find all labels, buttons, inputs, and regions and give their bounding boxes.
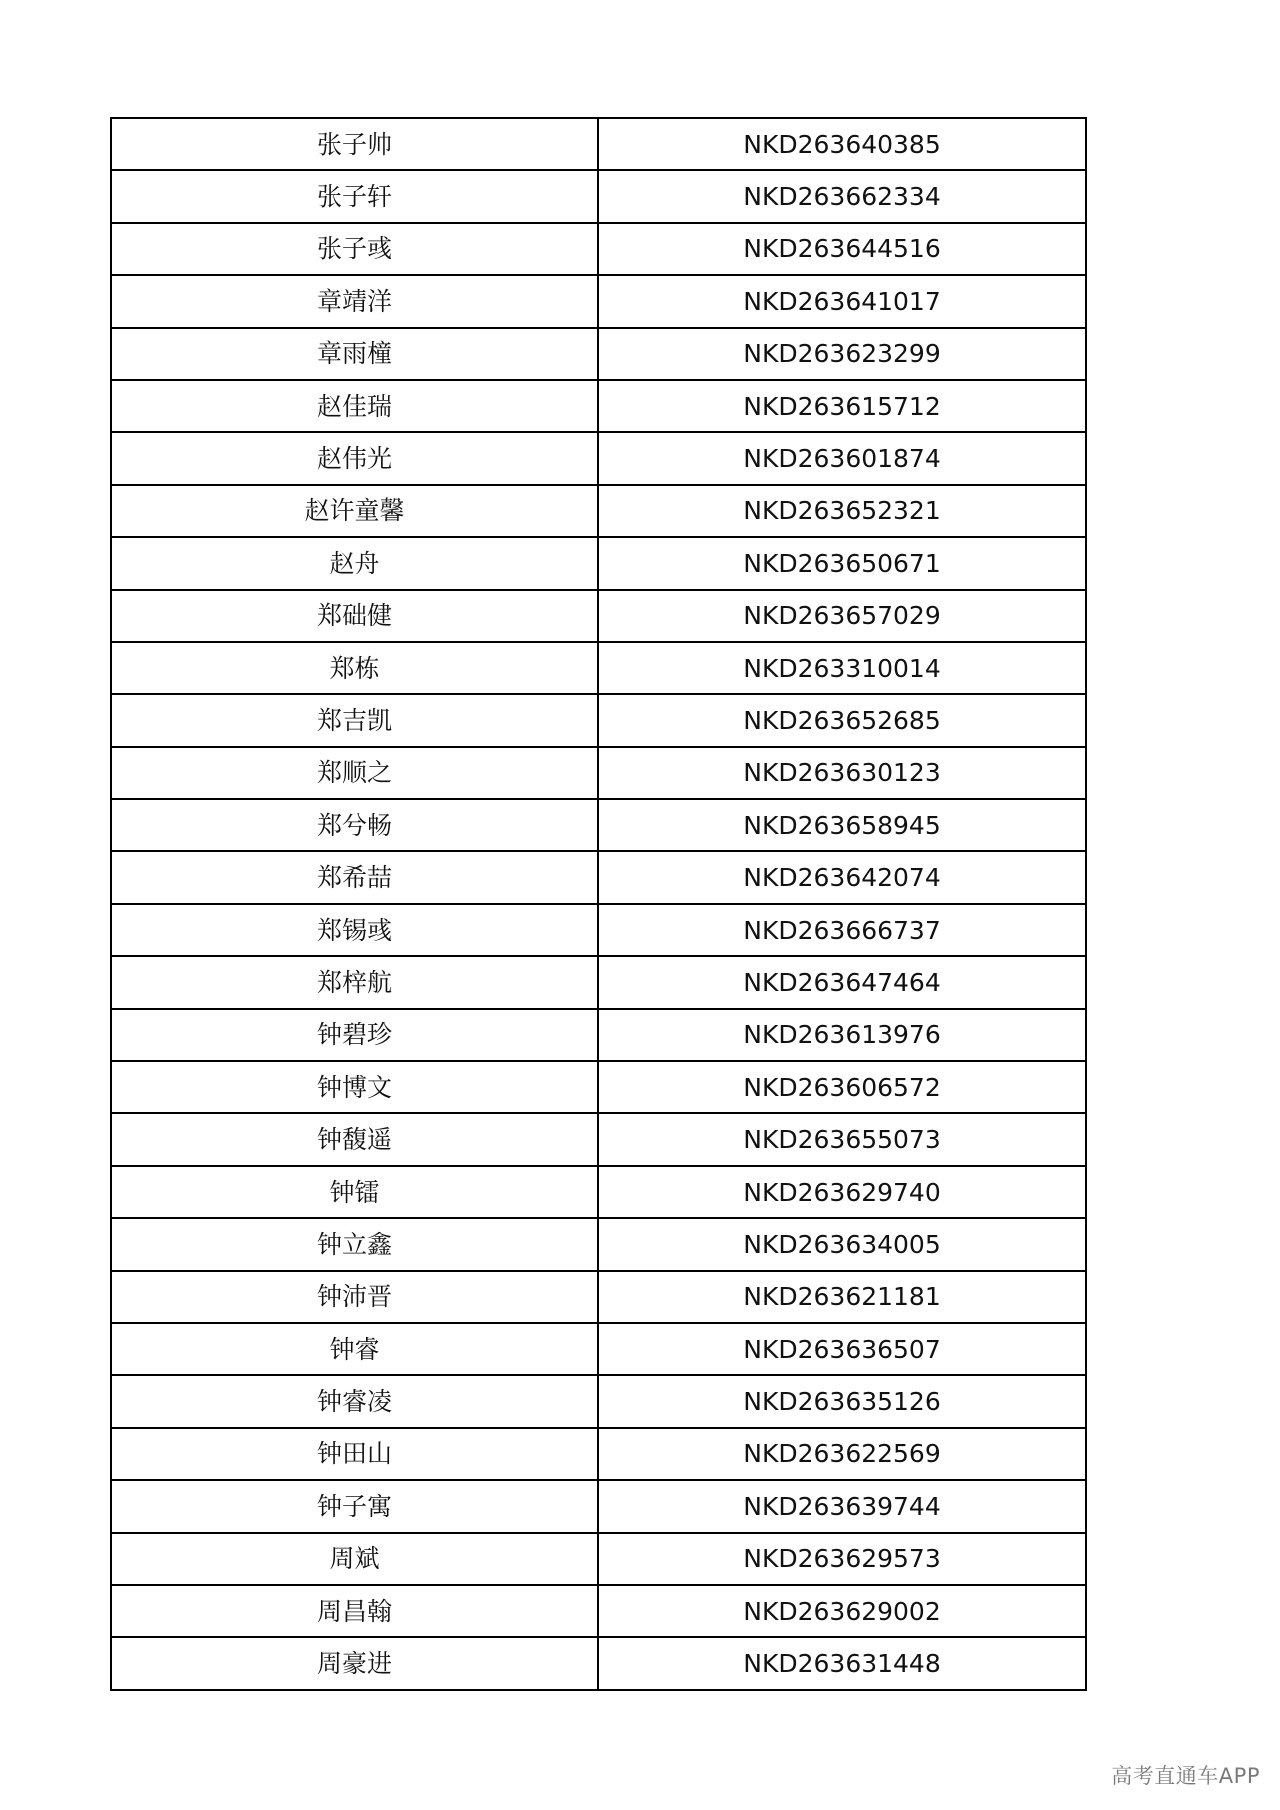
table-row bbox=[111, 747, 1086, 799]
name-cell: 周豪进 bbox=[111, 1637, 598, 1689]
name-cell: 郑栋 bbox=[111, 642, 598, 694]
table-row bbox=[111, 1533, 1086, 1585]
table-row bbox=[111, 328, 1086, 380]
table-row bbox=[111, 590, 1086, 642]
name-cell: 章靖洋 bbox=[111, 275, 598, 327]
name-cell: 钟睿 bbox=[111, 1323, 598, 1375]
id-cell: NKD263636507 bbox=[598, 1323, 1086, 1375]
table-row bbox=[111, 694, 1086, 746]
id-cell: NKD263622569 bbox=[598, 1428, 1086, 1480]
id-cell: NKD263615712 bbox=[598, 380, 1086, 432]
table-row bbox=[111, 1271, 1086, 1323]
name-cell: 钟博文 bbox=[111, 1061, 598, 1113]
id-cell: NKD263658945 bbox=[598, 799, 1086, 851]
id-cell: NKD263629740 bbox=[598, 1166, 1086, 1218]
id-cell: NKD263629573 bbox=[598, 1533, 1086, 1585]
id-cell: NKD263639744 bbox=[598, 1480, 1086, 1532]
id-cell: NKD263641017 bbox=[598, 275, 1086, 327]
name-cell: 郑础健 bbox=[111, 590, 598, 642]
name-cell: 张子轩 bbox=[111, 170, 598, 222]
roster-table bbox=[110, 117, 1087, 1691]
table-row bbox=[111, 485, 1086, 537]
name-cell: 郑顺之 bbox=[111, 747, 598, 799]
id-cell: NKD263635126 bbox=[598, 1375, 1086, 1427]
id-cell: NKD263623299 bbox=[598, 328, 1086, 380]
name-cell: 郑梓航 bbox=[111, 956, 598, 1008]
id-cell: NKD263613976 bbox=[598, 1009, 1086, 1061]
table-row bbox=[111, 1637, 1086, 1689]
id-cell: NKD263634005 bbox=[598, 1218, 1086, 1270]
table-row bbox=[111, 432, 1086, 484]
name-cell: 张子彧 bbox=[111, 223, 598, 275]
id-cell: NKD263631448 bbox=[598, 1637, 1086, 1689]
table-row bbox=[111, 1585, 1086, 1637]
name-cell: 郑希喆 bbox=[111, 851, 598, 903]
app-watermark: 高考直通车APP bbox=[1111, 1764, 1260, 1788]
table-row bbox=[111, 170, 1086, 222]
id-cell: NKD263629002 bbox=[598, 1585, 1086, 1637]
id-cell: NKD263652685 bbox=[598, 694, 1086, 746]
name-cell: 钟碧珍 bbox=[111, 1009, 598, 1061]
table-row bbox=[111, 1061, 1086, 1113]
name-cell: 郑吉凯 bbox=[111, 694, 598, 746]
name-cell: 钟沛晋 bbox=[111, 1271, 598, 1323]
id-cell: NKD263650671 bbox=[598, 537, 1086, 589]
table-row bbox=[111, 537, 1086, 589]
name-cell: 钟馥遥 bbox=[111, 1113, 598, 1165]
name-cell: 章雨橦 bbox=[111, 328, 598, 380]
table-row bbox=[111, 380, 1086, 432]
name-cell: 郑兮畅 bbox=[111, 799, 598, 851]
name-cell: 钟立鑫 bbox=[111, 1218, 598, 1270]
table-row bbox=[111, 1323, 1086, 1375]
name-cell: 周斌 bbox=[111, 1533, 598, 1585]
table-row bbox=[111, 904, 1086, 956]
id-cell: NKD263606572 bbox=[598, 1061, 1086, 1113]
id-cell: NKD263642074 bbox=[598, 851, 1086, 903]
id-cell: NKD263621181 bbox=[598, 1271, 1086, 1323]
id-cell: NKD263657029 bbox=[598, 590, 1086, 642]
name-cell: 张子帅 bbox=[111, 118, 598, 170]
name-cell: 赵许童馨 bbox=[111, 485, 598, 537]
id-cell: NKD263652321 bbox=[598, 485, 1086, 537]
table-row bbox=[111, 851, 1086, 903]
name-cell: 赵佳瑞 bbox=[111, 380, 598, 432]
name-cell: 周昌翰 bbox=[111, 1585, 598, 1637]
table-row bbox=[111, 642, 1086, 694]
table-row bbox=[111, 1166, 1086, 1218]
id-cell: NKD263655073 bbox=[598, 1113, 1086, 1165]
name-cell: 郑锡彧 bbox=[111, 904, 598, 956]
roster-table-body bbox=[111, 118, 1086, 1690]
table-row bbox=[111, 1375, 1086, 1427]
name-cell: 赵舟 bbox=[111, 537, 598, 589]
table-row bbox=[111, 1009, 1086, 1061]
id-cell: NKD263310014 bbox=[598, 642, 1086, 694]
table-row bbox=[111, 1428, 1086, 1480]
table-row bbox=[111, 223, 1086, 275]
name-cell: 钟睿凌 bbox=[111, 1375, 598, 1427]
name-cell: 钟子寓 bbox=[111, 1480, 598, 1532]
id-cell: NKD263666737 bbox=[598, 904, 1086, 956]
table-row bbox=[111, 275, 1086, 327]
name-cell: 赵伟光 bbox=[111, 432, 598, 484]
id-cell: NKD263662334 bbox=[598, 170, 1086, 222]
id-cell: NKD263640385 bbox=[598, 118, 1086, 170]
table-row bbox=[111, 118, 1086, 170]
table-row bbox=[111, 1113, 1086, 1165]
name-cell: 钟田山 bbox=[111, 1428, 598, 1480]
id-cell: NKD263601874 bbox=[598, 432, 1086, 484]
table-row bbox=[111, 1480, 1086, 1532]
table-row bbox=[111, 956, 1086, 1008]
table-row bbox=[111, 799, 1086, 851]
id-cell: NKD263647464 bbox=[598, 956, 1086, 1008]
name-cell: 钟镭 bbox=[111, 1166, 598, 1218]
id-cell: NKD263644516 bbox=[598, 223, 1086, 275]
id-cell: NKD263630123 bbox=[598, 747, 1086, 799]
table-row bbox=[111, 1218, 1086, 1270]
